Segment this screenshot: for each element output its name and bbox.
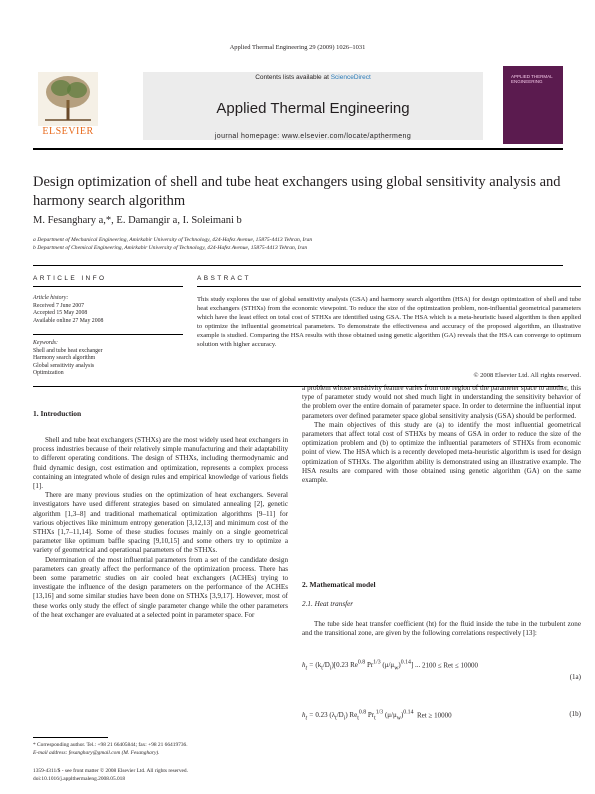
- heat-transfer-text: [302, 620, 581, 638]
- equation-1b: [302, 710, 581, 730]
- keyword: Shell and tube heat exchanger: [33, 347, 103, 354]
- footnote-rule: [33, 737, 108, 738]
- paragraph: Determination of the most influential parameters from a set of the candidate design parameters can greatly affect the performance of the optimization process. There has been some parametric studies on air cooled heat exchangers (ACHEs) trying to investigate the influence of the design parameters on the performance of the ACHEs [13,16] and some similar studies have been done on STHXs [3,9,17]. However, most of these works only study the effect of single parameter change while the other parameters of the heat exchanger are evaluated at a selected point in parameter space. For: [33, 555, 288, 619]
- column-right: [302, 384, 581, 485]
- abstract-rule: [197, 286, 581, 287]
- cover-title: APPLIED THERMAL ENGINEERING: [511, 74, 553, 84]
- column-left: [33, 436, 288, 620]
- keyword: Harmony search algorithm: [33, 355, 96, 362]
- author-list: M. Fesanghary a,*, E. Damangir a, I. Soleimani b: [33, 215, 242, 226]
- equation-1a: [302, 660, 581, 690]
- keyword: Global sensitivity analysis: [33, 362, 95, 369]
- affiliation-b: b Department of Chemical Engineering, Amirkabir University of Technology, 424-Hafez Avenue, 15875-4413 Tehran, Iran: [33, 245, 308, 251]
- corresponding-author: * Corresponding author. Tel.: +98 21 66405844; fax: +98 21 66419736.: [33, 742, 188, 748]
- intro-heading: 1. Introduction: [33, 409, 82, 418]
- journal-cover-image: [503, 66, 563, 144]
- article-info-label: ARTICLE INFO: [33, 275, 107, 282]
- sciencedirect-link[interactable]: ScienceDirect: [330, 74, 371, 81]
- journal-banner: [143, 72, 483, 140]
- equation-lhs: $h_t$ =: [302, 711, 316, 722]
- paragraph: a problem whose sensitivity feature varies from one region of the parameter space to another, this type of parameter study would not shed much light in understanding the sensitivity behavior of the problem over the entire domain of parameter space. In order to determine the influential input parameters over defined parameter space global sensitivity analysis (GSA) should be performed.: [302, 384, 581, 420]
- equation-number: (1a): [569, 673, 581, 681]
- keywords-heading: Keywords:: [33, 340, 58, 346]
- keyword: Optimization: [33, 370, 64, 377]
- equation-condition: 2100 ≤ Ret ≤ 10000: [422, 661, 478, 670]
- received-date: Received 7 June 2007: [33, 302, 85, 309]
- article-history: [33, 295, 183, 325]
- paragraph: There are many previous studies on the optimization of heat exchangers. Several investigators have used different strategies based on simulated annealing [2], genetic algorithm [1,3–8] and traditional mathematical optimization algorithms [9–11] for various objectives like minimum entropy generation [3,12,13] and minimum cost of the STHXs [1,7–11,14]. Some of these studies focuses mainly on a single geometrical parameter like optimum baffle spacing [9,10,15] and some others try to optimize a variety of geometrical and operational parameters of the STHXs.: [33, 491, 288, 555]
- history-heading: Article history:: [33, 295, 69, 301]
- equation-condition: Ret ≥ 10000: [417, 711, 452, 720]
- equation-body: 0.23 $(\lambda_t/D_i)$ $Re_t^{0.8}$ $Pr_t^{1/3}$ $(\mu/\mu_w)^{0.14}$: [315, 710, 414, 722]
- paragraph: Shell and tube heat exchangers (STHXs) are the most widely used heat exchangers in process industries because of their relatively simple manufacturing and their adaptability to different operating conditions. The design of STHXs, including thermodynamic and fluid dynamic design, cost estimation and optimization, represents a complex process containing an integrated whole of design rules and empirical knowledge of various fields [1].: [33, 436, 288, 491]
- issn-line: 1359-4311/$ - see front matter © 2008 Elsevier Ltd. All rights reserved.: [33, 768, 188, 774]
- keywords-rule: [33, 334, 183, 335]
- header-rule: [33, 148, 563, 150]
- article-title: Design optimization of shell and tube heat exchangers using global sensitivity analysis and harmony search algorithm: [33, 174, 561, 209]
- equation-body: $(k_t/D_i)[0.23$ $Re^{0.8}$ $Pr^{1/3}$ $(\mu/\mu_w)^{0.14}$] ...: [315, 660, 423, 672]
- affiliation-a: a Department of Mechanical Engineering, Amirkabir University of Technology, 424-Hafez Avenue, 15875-4413 Tehran, Iran: [33, 237, 313, 243]
- abstract-text: This study explores the use of global sensitivity analysis (GSA) and harmony search algorithm (HSA) for design optimization of shell and tube heat exchangers (STHXs) from the economic viewpoint. To reduce the size of the optimization problem, non-influential geometrical parameters which have the least effect on total cost of STHXs are identified using GSA. The HSA which is a meta-heuristic based algorithm is then applied to optimize the influential geometrical parameters. To demonstrate the effectiveness and accuracy of the proposed algorithm, an illustrative example is studied. Comparing the HSA results with those obtained using genetic algorithm (GA) reveals that the HSA can converge to optimum solution with higher accuracy.: [197, 296, 581, 349]
- journal-header: [33, 66, 563, 144]
- math-heading: 2. Mathematical model: [302, 580, 376, 589]
- abstract-label: ABSTRACT: [197, 275, 251, 282]
- publisher-name: ELSEVIER: [42, 126, 94, 137]
- equation-lhs: $h_t$ =: [302, 661, 316, 672]
- journal-homepage[interactable]: journal homepage: www.elsevier.com/locate/apthermeng: [214, 133, 412, 140]
- online-date: Available online 27 May 2008: [33, 317, 104, 324]
- info-rule: [33, 286, 183, 287]
- equation-number: (1b): [569, 710, 581, 718]
- paragraph: The tube side heat transfer coefficient (ht) for the fluid inside the tube in the turbulent zone and the transitional zone, are given by the following correlations respectively [13]:: [302, 620, 581, 638]
- heat-transfer-heading: 2.1. Heat transfer: [302, 600, 354, 608]
- journal-title: Applied Thermal Engineering: [216, 100, 410, 117]
- author-email[interactable]: E-mail address: fesanghary@gmail.com (M. Fesanghary).: [33, 750, 160, 756]
- journal-reference: Applied Thermal Engineering 29 (2009) 1026–1031: [229, 44, 366, 51]
- paragraph: The main objectives of this study are (a) to identify the most influential geometrical parameters that affect total cost of STHXs by means of GSA in order to reduce the size of the optimization problem and (b) to optimize the influential parameters of STHXs from economic point of view. The HSA which is a recently developed meta-heuristic algorithm is used for design optimization of STHXs. The algorithm ability is demonstrated using an illustrative example. The HSA results are compared with those obtained using genetic algorithm (GA) on the same example.: [302, 420, 581, 485]
- section-rule: [33, 265, 563, 266]
- contents-line: Contents lists available at ScienceDirect: [255, 74, 371, 81]
- doi-line[interactable]: doi:10.1016/j.applthermaleng.2008.05.018: [33, 776, 126, 782]
- copyright-notice: © 2008 Elsevier Ltd. All rights reserved.: [473, 372, 581, 379]
- keywords-block: [33, 340, 183, 378]
- accepted-date: Accepted 15 May 2008: [33, 310, 88, 317]
